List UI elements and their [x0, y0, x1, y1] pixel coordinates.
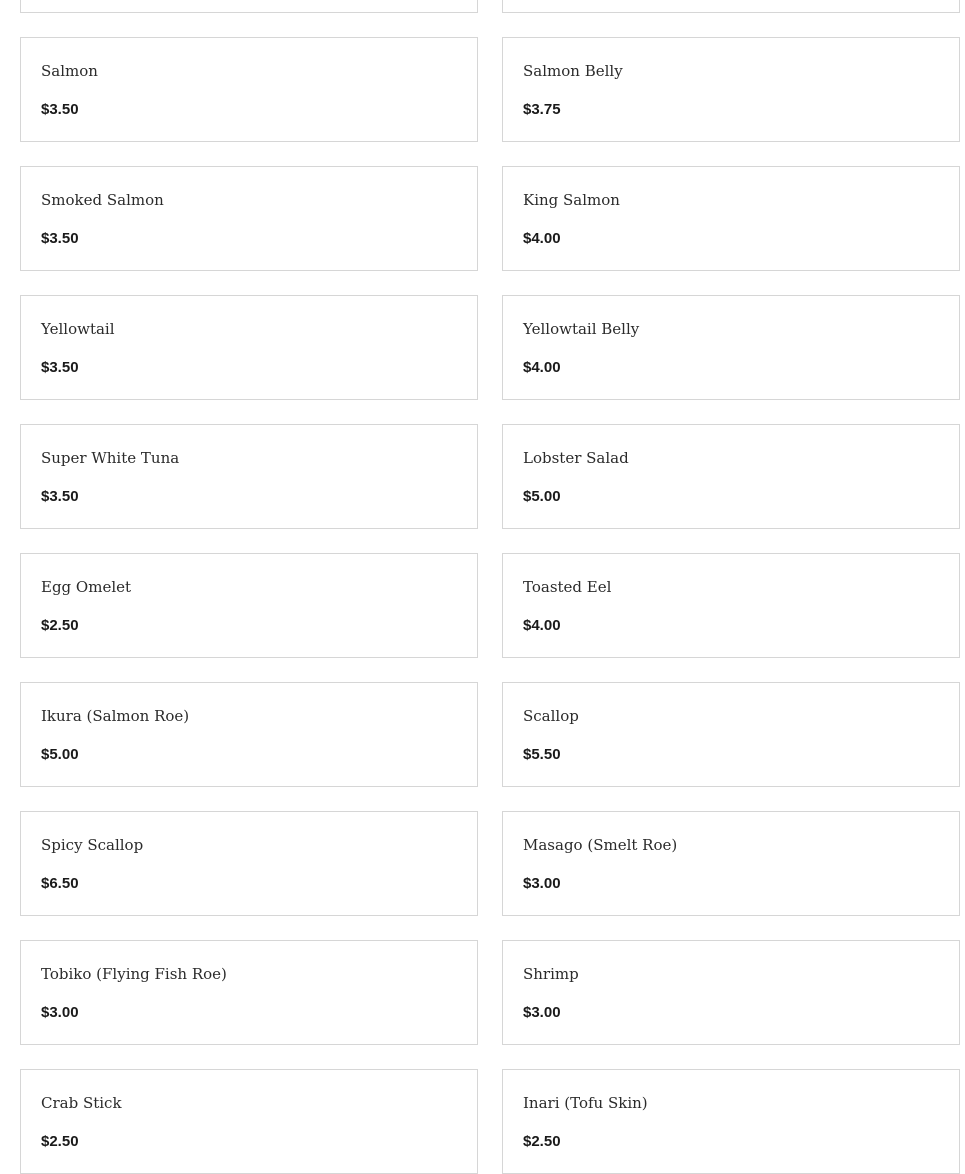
menu-item-price: $4.00	[523, 230, 561, 247]
menu-item-price: $3.00	[523, 1004, 561, 1021]
menu-item-name: Crab Stick	[41, 1094, 122, 1112]
menu-item-name: Shrimp	[523, 965, 579, 983]
menu-item-name: Toasted Eel	[523, 578, 612, 596]
menu-item-card[interactable]	[20, 553, 478, 658]
menu-item-name: Yellowtail Belly	[523, 320, 640, 338]
menu-item-name: Smoked Salmon	[41, 191, 164, 209]
menu-item-card[interactable]	[20, 682, 478, 787]
menu-item-price: $3.50	[41, 359, 79, 376]
menu-item-name: Lobster Salad	[523, 449, 629, 467]
menu-item-price: $6.50	[41, 875, 79, 892]
menu-item-card[interactable]	[502, 166, 960, 271]
menu-item-card[interactable]	[502, 940, 960, 1045]
menu-item-price: $3.00	[41, 1004, 79, 1021]
menu-item-price: $5.00	[41, 746, 79, 763]
menu-item-price: $3.50	[41, 230, 79, 247]
menu-item-card[interactable]	[502, 0, 960, 13]
menu-item-card[interactable]	[20, 0, 478, 13]
menu-item-card[interactable]	[20, 811, 478, 916]
menu-item-price: $3.75	[523, 101, 561, 118]
menu-item-card[interactable]	[20, 37, 478, 142]
menu-item-card[interactable]	[502, 1069, 960, 1174]
menu-item-card[interactable]	[502, 811, 960, 916]
menu-item-name: Salmon	[41, 62, 98, 80]
menu-item-price: $5.50	[523, 746, 561, 763]
menu-item-card[interactable]	[502, 424, 960, 529]
menu-item-card[interactable]	[20, 940, 478, 1045]
menu-item-price: $4.00	[523, 359, 561, 376]
menu-item-name: Egg Omelet	[41, 578, 132, 596]
menu-item-name: Salmon Belly	[523, 62, 623, 80]
menu-item-price: $3.00	[523, 875, 561, 892]
menu-item-price: $2.50	[523, 1133, 561, 1150]
menu-item-price: $5.00	[523, 488, 561, 505]
menu-item-name: Ikura (Salmon Roe)	[41, 707, 190, 725]
menu-item-card[interactable]	[20, 166, 478, 271]
menu-item-price: $4.00	[523, 617, 561, 634]
menu-item-name: Super White Tuna	[41, 449, 180, 467]
menu-item-name: Yellowtail	[41, 320, 115, 338]
menu-item-card[interactable]	[20, 424, 478, 529]
menu-item-price: $2.50	[41, 1133, 79, 1150]
menu-item-name: Tobiko (Flying Fish Roe)	[41, 965, 227, 983]
menu-item-card[interactable]	[20, 295, 478, 400]
menu-item-name: Inari (Tofu Skin)	[523, 1094, 648, 1112]
menu-item-name: Spicy Scallop	[41, 836, 144, 854]
menu-item-name: King Salmon	[523, 191, 620, 209]
menu-item-card[interactable]	[502, 553, 960, 658]
menu-item-grid	[20, 0, 960, 1174]
menu-item-card[interactable]	[502, 37, 960, 142]
menu-item-name: Scallop	[523, 707, 579, 725]
menu-item-price: $2.50	[41, 617, 79, 634]
menu-item-price: $3.50	[41, 488, 79, 505]
menu-item-name: Masago (Smelt Roe)	[523, 836, 678, 854]
menu-item-price: $3.50	[41, 101, 79, 118]
menu-item-card[interactable]	[20, 1069, 478, 1174]
menu-item-card[interactable]	[502, 682, 960, 787]
menu-item-card[interactable]	[502, 295, 960, 400]
